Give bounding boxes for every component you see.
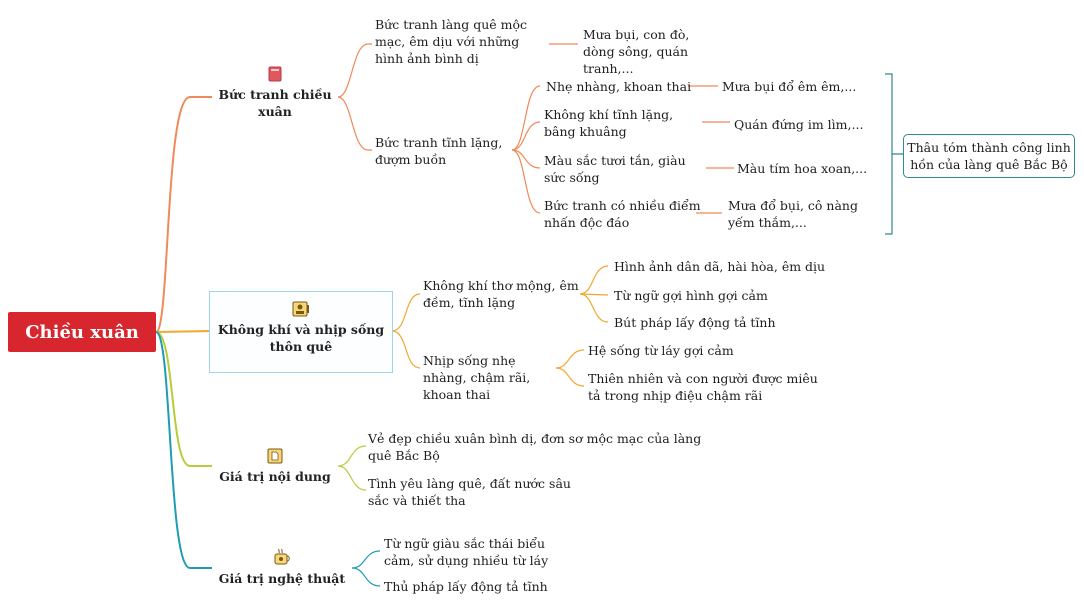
topic-label: Bức tranh chiều xuân [218,87,332,119]
topic-gia-tri-noi-dung[interactable] [212,448,338,494]
summary-bracket [885,74,903,234]
detail-mau-tim-hoa-xoan[interactable]: Màu tím hoa xoan,... [737,161,868,176]
connector-root-branch3 [156,332,212,466]
detail-tu-ngu-giau-sac-thai[interactable]: Từ ngữ giàu sắc thái biểu cảm, sử dụng nhiều từ láy [384,536,549,568]
subtopic-khong-khi-tho-mong[interactable]: Không khí thơ mộng, êm đềm, tĩnh lặng [423,278,579,310]
subtopic-nhip-song[interactable]: Nhịp sống nhẹ nhàng, chậm rãi, khoan thai [423,353,531,402]
document-icon [267,448,283,464]
detail-tu-ngu-goi-hinh[interactable]: Từ ngữ gợi hình gợi cảm [614,288,768,303]
sub-nhieu-diem-nhan[interactable]: Bức tranh có nhiều điểm nhấn độc đáo [544,198,701,230]
subtopic-lang-que-moc-mac[interactable]: Bức tranh làng quê mộc mạc, êm dịu với những hình ảnh bình dị [375,17,528,66]
detail-hinh-anh-dan-da[interactable]: Hình ảnh dân dã, hài hòa, êm dịu [614,259,826,274]
detail-mua-do-bui[interactable]: Mưa đổ bụi, cô nàng yếm thắm,... [728,198,858,230]
detail-mua-bui-con-do[interactable]: Mưa bụi, con đò, dòng sông, quán tranh,... [583,27,690,76]
topic-gia-tri-nghe-thuat[interactable] [212,548,352,594]
detail-quan-dung[interactable]: Quán đứng im lìm,... [734,117,864,132]
connector-root-branch2 [156,331,212,332]
topic-label: Giá trị nghệ thuật [218,571,346,586]
sub-nhe-nhang-khoan-thai[interactable]: Nhẹ nhàng, khoan thai [546,79,692,94]
connector-root-branch1 [156,97,212,332]
topic-khong-khi-nhip-song[interactable] [209,291,393,373]
detail-thu-phap[interactable]: Thủ pháp lấy động tả tĩnh [384,579,548,594]
detail-mua-bui-do[interactable]: Mưa bụi đổ êm êm,... [722,79,857,94]
coffee-cup-icon [273,548,291,566]
sub-khong-khi-tinh-lang[interactable]: Không khí tĩnh lặng, bâng khuâng [544,107,674,139]
connector-root-branch4 [156,332,212,568]
root-topic[interactable]: Chiều xuân [8,312,156,352]
detail-tinh-yeu-lang-que[interactable]: Tình yêu làng quê, đất nước sâu sắc và thiết tha [368,476,571,508]
subtopic-tinh-lang-dom-buon[interactable]: Bức tranh tĩnh lặng, đượm buồn [375,135,503,167]
contact-card-icon [292,301,310,317]
book-icon [268,66,282,82]
detail-ve-dep-chieu-xuan[interactable]: Vẻ đẹp chiều xuân bình dị, đơn sơ mộc mạc của làng quê Bắc Bộ [368,431,702,463]
summary-box[interactable]: Thâu tóm thành công linh hồn của làng quê Bắc Bộ [903,134,1075,178]
topic-label: Không khí và nhịp sống thôn quê [217,322,385,354]
detail-he-song-tu-lay[interactable]: Hệ sống từ láy gợi cảm [588,343,734,358]
detail-but-phap[interactable]: Bút pháp lấy động tả tĩnh [614,315,776,330]
detail-thien-nhien-con-nguoi[interactable]: Thiên nhiên và con người được miêu tả trong nhịp điệu chậm rãi [588,371,818,403]
topic-buc-tranh-chieu-xuan[interactable] [212,66,338,128]
topic-label: Giá trị nội dung [219,469,331,484]
sub-mau-sac-tuoi-tan[interactable]: Màu sắc tươi tắn, giàu sức sống [544,153,686,185]
